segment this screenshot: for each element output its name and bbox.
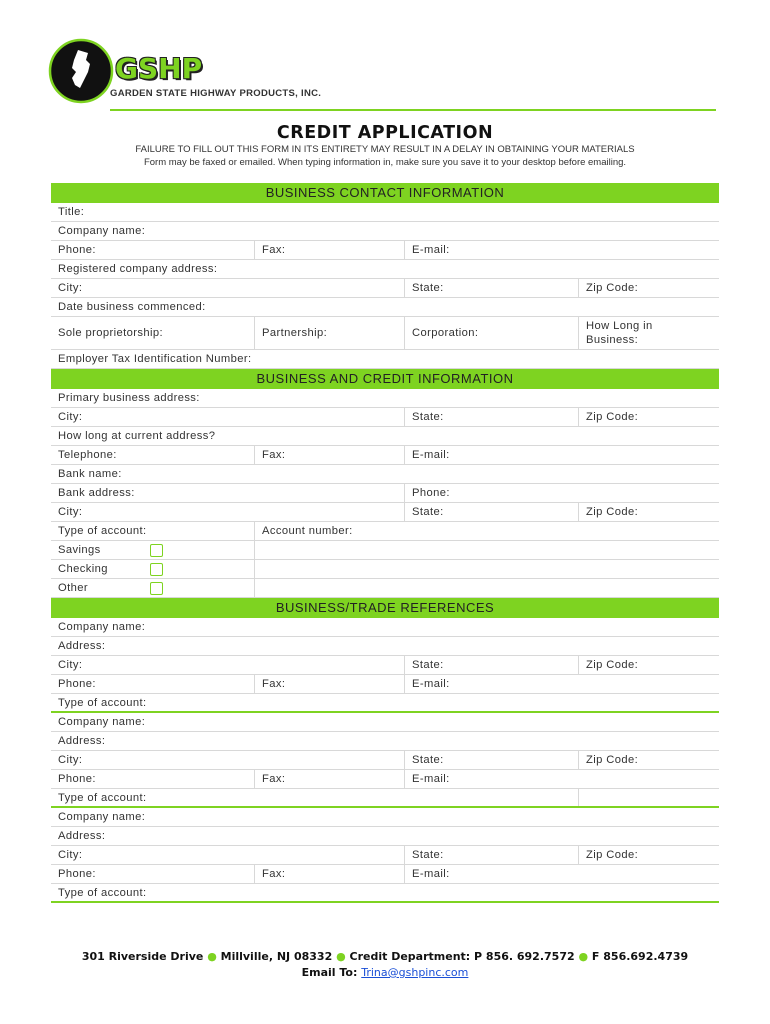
footer-credit-dept: Credit Department: P 856. 692.7572 xyxy=(349,950,575,963)
form-row xyxy=(51,298,719,317)
ref3-state-field[interactable]: State: xyxy=(404,846,444,864)
notice-line-2: Form may be faxed or emailed. When typing information in, make sure you save it to your desktop before emailing. xyxy=(143,157,627,168)
section-business-contact: BUSINESS CONTACT INFORMATION xyxy=(51,183,719,203)
section-trade-references: BUSINESS/TRADE REFERENCES xyxy=(51,598,719,618)
form-row xyxy=(51,789,719,808)
footer-city: Millville, NJ 08332 xyxy=(220,950,333,963)
notice-line-1: FAILURE TO FILL OUT THIS FORM IN ITS ENTIRETY MAY RESULT IN A DELAY IN OBTAINING YOUR MATERIALS xyxy=(135,144,635,155)
zip-field[interactable]: Zip Code: xyxy=(578,408,638,426)
footer-contact-line xyxy=(0,950,770,963)
ref3-phone-field[interactable]: Phone: xyxy=(58,868,96,880)
form-row xyxy=(51,713,719,732)
bank-phone-field[interactable]: Phone: xyxy=(404,484,450,502)
form-row xyxy=(51,427,719,446)
ref1-email-field[interactable]: E-mail: xyxy=(404,675,450,693)
ref3-company-name-field[interactable]: Company name: xyxy=(58,811,146,823)
state-field[interactable]: State: xyxy=(404,279,444,297)
bank-city-field[interactable]: City: xyxy=(58,506,83,518)
checking-label: Checking xyxy=(58,563,108,575)
form-row xyxy=(51,827,719,846)
ref1-account-type-field[interactable]: Type of account: xyxy=(58,696,147,709)
bank-state-field[interactable]: State: xyxy=(404,503,444,521)
bullet-icon: ● xyxy=(336,950,350,963)
fax-field[interactable]: Fax: xyxy=(254,241,285,259)
title-field[interactable]: Title: xyxy=(58,206,85,218)
form-row xyxy=(51,808,719,827)
company-logo xyxy=(48,38,118,104)
footer-fax: F 856.692.4739 xyxy=(591,950,689,963)
empty-cell xyxy=(254,560,719,578)
state-field[interactable]: State: xyxy=(404,408,444,426)
ref2-account-type-field[interactable]: Type of account: xyxy=(58,791,147,804)
ref3-zip-field[interactable]: Zip Code: xyxy=(578,846,638,864)
ref2-fax-field[interactable]: Fax: xyxy=(254,770,285,788)
email-field[interactable]: E-mail: xyxy=(404,446,450,464)
form-row xyxy=(51,260,719,279)
how-long-address-field[interactable]: How long at current address? xyxy=(58,430,216,442)
form-row xyxy=(51,203,719,222)
ref2-company-name-field[interactable]: Company name: xyxy=(58,716,146,728)
page-title: CREDIT APPLICATION xyxy=(276,123,494,143)
ref2-phone-field[interactable]: Phone: xyxy=(58,773,96,785)
form-row xyxy=(51,503,719,522)
sole-proprietorship-field[interactable]: Sole proprietorship: xyxy=(58,327,164,339)
form-row xyxy=(51,389,719,408)
phone-field[interactable]: Phone: xyxy=(58,244,96,256)
form-row xyxy=(51,732,719,751)
email-field[interactable]: E-mail: xyxy=(404,241,450,259)
footer-email-label: Email To: xyxy=(301,966,358,979)
company-full-name: GARDEN STATE HIGHWAY PRODUCTS, INC. xyxy=(110,88,322,99)
checking-checkbox[interactable] xyxy=(150,563,163,576)
form-row xyxy=(51,484,719,503)
form-row xyxy=(51,465,719,484)
partnership-field[interactable]: Partnership: xyxy=(254,317,327,349)
form-row xyxy=(51,522,719,541)
telephone-field[interactable]: Telephone: xyxy=(58,449,117,461)
ref1-zip-field[interactable]: Zip Code: xyxy=(578,656,638,674)
form-row xyxy=(51,560,719,579)
form-row xyxy=(51,656,719,675)
empty-cell xyxy=(254,579,719,597)
zip-field[interactable]: Zip Code: xyxy=(578,279,638,297)
other-label: Other xyxy=(58,582,88,594)
account-type-label: Type of account: xyxy=(58,525,147,537)
form-row xyxy=(51,884,719,903)
bullet-icon: ● xyxy=(207,950,221,963)
corporation-field[interactable]: Corporation: xyxy=(404,317,478,349)
ref3-city-field[interactable]: City: xyxy=(58,849,83,861)
date-commenced-field[interactable]: Date business commenced: xyxy=(58,301,206,313)
bullet-icon: ● xyxy=(578,950,592,963)
savings-label: Savings xyxy=(58,544,101,556)
ref1-state-field[interactable]: State: xyxy=(404,656,444,674)
fax-field[interactable]: Fax: xyxy=(254,446,285,464)
footer-email-link[interactable]: Trina@gshpinc.com xyxy=(361,966,469,979)
form-row xyxy=(51,241,719,260)
city-field[interactable]: City: xyxy=(58,411,83,423)
ein-field[interactable]: Employer Tax Identification Number: xyxy=(58,353,252,365)
ref3-email-field[interactable]: E-mail: xyxy=(404,865,450,883)
form-row xyxy=(51,675,719,694)
empty-cell xyxy=(254,541,719,559)
form-row xyxy=(51,694,719,713)
form-row xyxy=(51,846,719,865)
other-checkbox[interactable] xyxy=(150,582,163,595)
ref2-address-field[interactable]: Address: xyxy=(58,735,106,747)
credit-application-form xyxy=(51,183,719,903)
ref2-city-field[interactable]: City: xyxy=(58,754,83,766)
form-row xyxy=(51,579,719,598)
bank-name-field[interactable]: Bank name: xyxy=(58,468,122,480)
form-row xyxy=(51,222,719,241)
form-row xyxy=(51,408,719,427)
savings-checkbox[interactable] xyxy=(150,544,163,557)
ref1-address-field[interactable]: Address: xyxy=(58,640,106,652)
form-row xyxy=(51,618,719,637)
account-number-field[interactable]: Account number: xyxy=(254,522,353,540)
form-row xyxy=(51,446,719,465)
footer-address: 301 Riverside Drive xyxy=(81,950,204,963)
how-long-field[interactable]: How Long in Business: xyxy=(578,317,678,349)
footer-email-line xyxy=(0,966,770,979)
form-row xyxy=(51,317,719,350)
bank-zip-field[interactable]: Zip Code: xyxy=(578,503,638,521)
ref2-email-field[interactable]: E-mail: xyxy=(404,770,450,788)
form-row xyxy=(51,770,719,789)
form-row xyxy=(51,541,719,560)
ref2-state-field[interactable]: State: xyxy=(404,751,444,769)
ref3-fax-field[interactable]: Fax: xyxy=(254,865,285,883)
form-row xyxy=(51,865,719,884)
ref1-fax-field[interactable]: Fax: xyxy=(254,675,285,693)
primary-address-field[interactable]: Primary business address: xyxy=(58,392,200,404)
ref3-account-type-field[interactable]: Type of account: xyxy=(58,886,147,899)
form-row xyxy=(51,279,719,298)
ref1-city-field[interactable]: City: xyxy=(58,659,83,671)
registered-address-field[interactable]: Registered company address: xyxy=(58,263,218,275)
empty-cell xyxy=(578,789,586,806)
bank-address-field[interactable]: Bank address: xyxy=(58,487,135,499)
section-business-credit: BUSINESS AND CREDIT INFORMATION xyxy=(51,369,719,389)
form-row xyxy=(51,751,719,770)
ref1-phone-field[interactable]: Phone: xyxy=(58,678,96,690)
ref1-company-name-field[interactable]: Company name: xyxy=(58,621,146,633)
form-row xyxy=(51,637,719,656)
city-field[interactable]: City: xyxy=(58,282,83,294)
logo-text: GSHP xyxy=(115,52,203,85)
header-divider xyxy=(110,109,716,111)
ref3-address-field[interactable]: Address: xyxy=(58,830,106,842)
company-name-field[interactable]: Company name: xyxy=(58,225,146,237)
ref2-zip-field[interactable]: Zip Code: xyxy=(578,751,638,769)
form-row xyxy=(51,350,719,369)
